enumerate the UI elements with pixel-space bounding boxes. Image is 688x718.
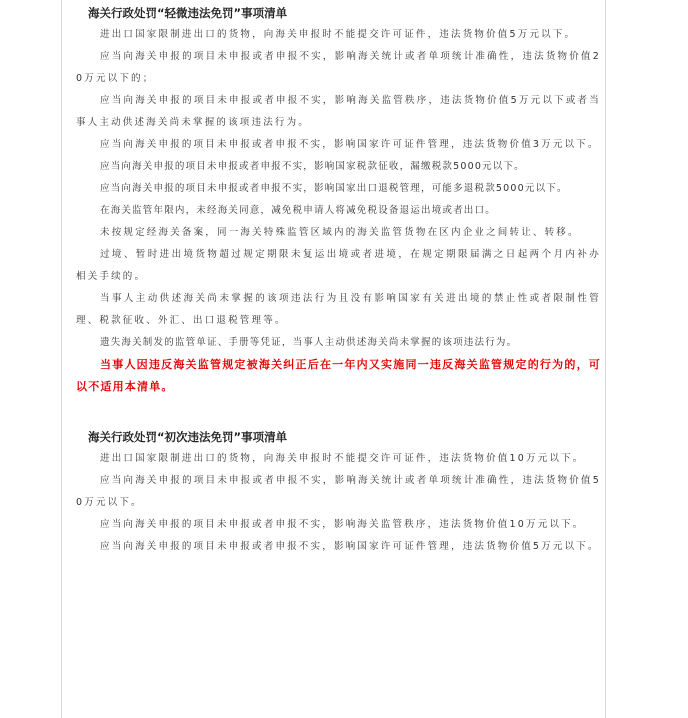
list-item: 在海关监管年限内，未经海关同意，减免税申请人将减免税设备退运出境或者出口。 bbox=[100, 205, 496, 216]
section-title-first-violation: 海关行政处罚“初次违法免罚”事项清单 bbox=[88, 430, 288, 444]
document-content bbox=[76, 2, 601, 558]
list-item: 应当向海关申报的项目未申报或者申报不实，影响国家出口退税管理，可能多退税款5000元以下。 bbox=[100, 183, 568, 194]
list-item: 过境、暂时进出境货物超过规定期限未复运出境或者进境，在规定期限届满之日起两个月内补办相关手续的。 bbox=[76, 249, 601, 282]
list-item: 遗失海关制发的监管单证、手册等凭证，当事人主动供述海关尚未掌握的该项违法行为。 bbox=[100, 337, 518, 348]
list-item: 未按规定经海关备案，同一海关特殊监管区域内的海关监管货物在区内企业之间转让、转移。 bbox=[100, 227, 580, 238]
list-item: 应当向海关申报的项目未申报或者申报不实，影响海关统计或者单项统计准确性，违法货物价值50万元以下。 bbox=[76, 475, 601, 508]
list-item: 应当向海关申报的项目未申报或者申报不实，影响国家税款征收，漏缴税款5000元以下。 bbox=[100, 161, 525, 172]
list-item: 进出口国家限制进出口的货物，向海关申报时不能提交许可证件，违法货物价值10万元以下。 bbox=[100, 453, 585, 464]
list-item: 应当向海关申报的项目未申报或者申报不实，影响海关监管秩序，违法货物价值5万元以下或者当事人主动供述海关尚未掌握的该项违法行为。 bbox=[76, 95, 601, 128]
list-item: 应当向海关申报的项目未申报或者申报不实，影响国家许可证件管理，违法货物价值5万元以下。 bbox=[100, 541, 600, 552]
warning-note: 当事人因违反海关监管规定被海关纠正后在一年内又实施同一违反海关监管规定的行为的，可以不适用本清单。 bbox=[76, 358, 601, 393]
section-spacer bbox=[76, 398, 601, 426]
list-item: 应当向海关申报的项目未申报或者申报不实，影响国家许可证件管理，违法货物价值3万元以下。 bbox=[100, 139, 600, 150]
list-item: 进出口国家限制进出口的货物，向海关申报时不能提交许可证件，违法货物价值5万元以下。 bbox=[100, 29, 577, 40]
section-title-minor-violation: 海关行政处罚“轻微违法免罚”事项清单 bbox=[88, 6, 288, 20]
list-item: 应当向海关申报的项目未申报或者申报不实，影响海关监管秩序，违法货物价值10万元以下。 bbox=[100, 519, 585, 530]
list-item: 当事人主动供述海关尚未掌握的该项违法行为且没有影响国家有关进出境的禁止性或者限制性管理、税款征收、外汇、出口退税管理等。 bbox=[76, 293, 601, 326]
list-item: 应当向海关申报的项目未申报或者申报不实，影响海关统计或者单项统计准确性，违法货物价值20万元以下的； bbox=[76, 51, 601, 84]
